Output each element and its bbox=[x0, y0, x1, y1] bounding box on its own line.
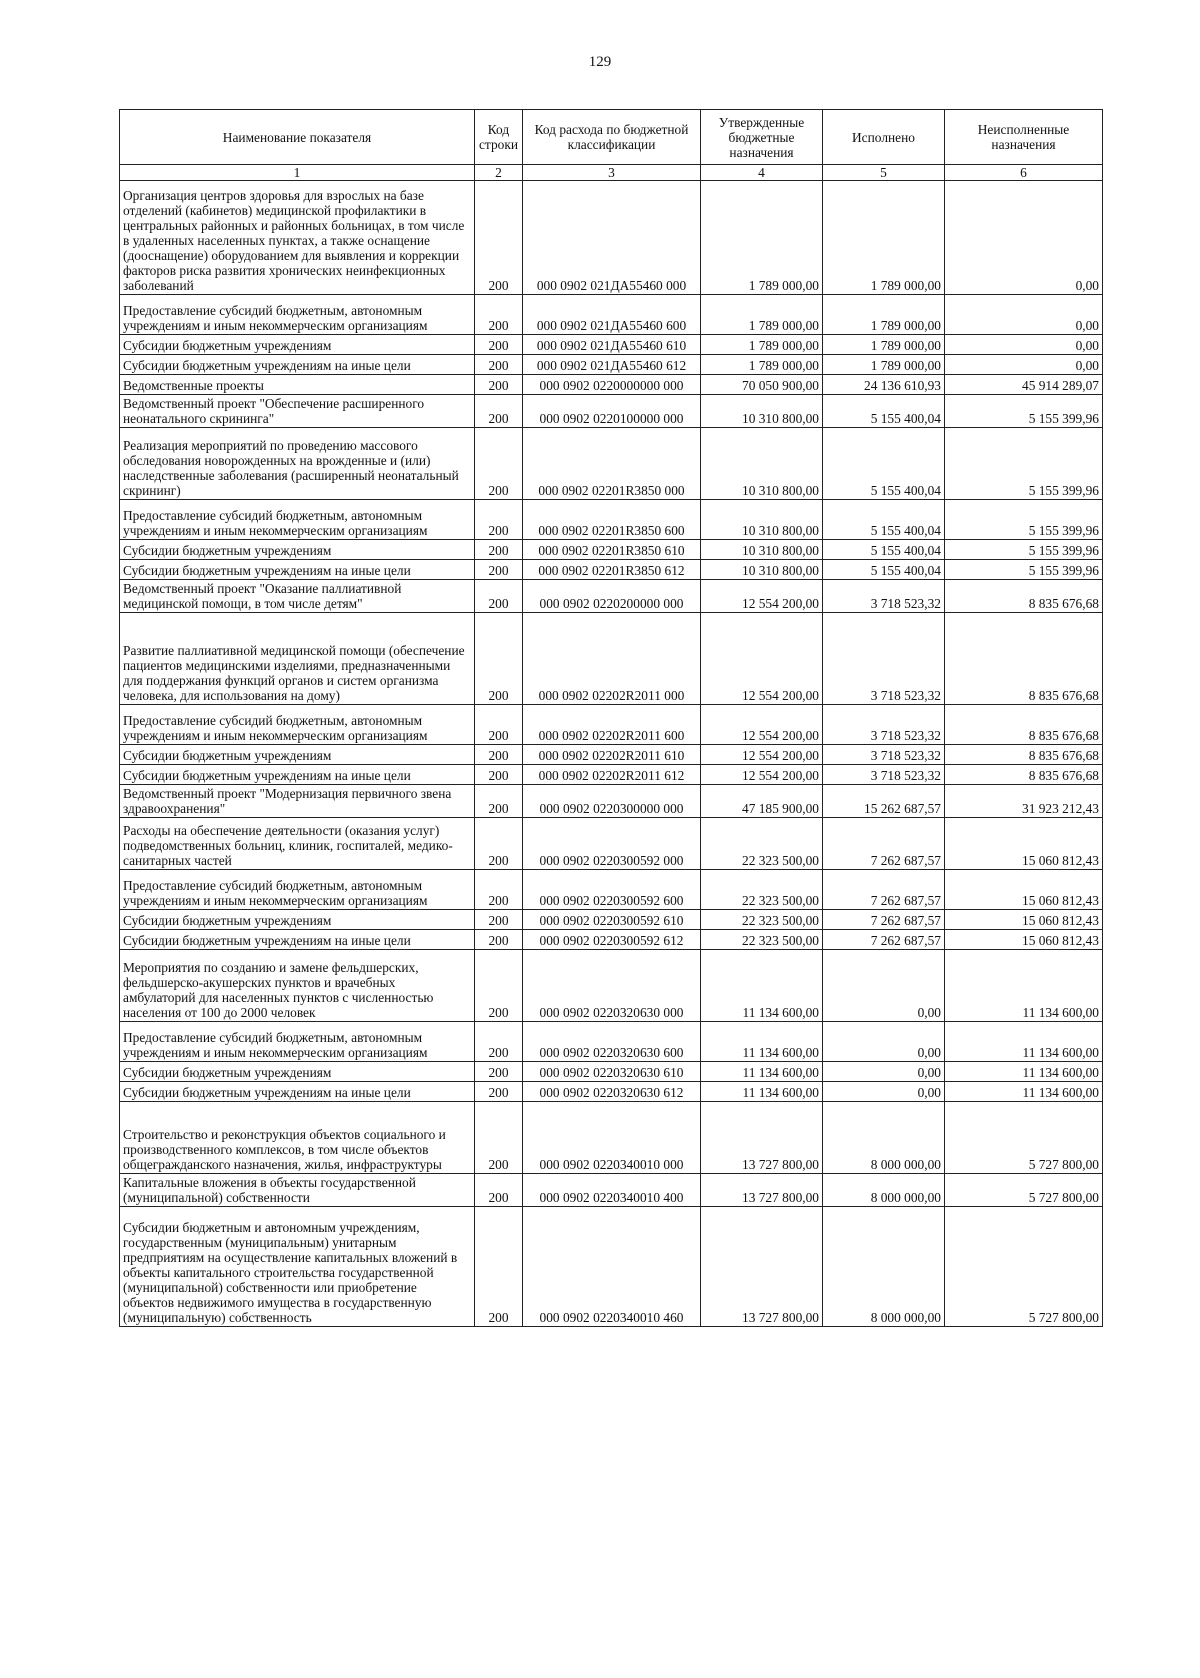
row-name: Субсидии бюджетным учреждениям на иные цели bbox=[120, 560, 475, 580]
table-row bbox=[120, 181, 1103, 295]
row-name: Предоставление субсидий бюджетным, автономным учреждениям и иным некоммерческим организациям bbox=[120, 295, 475, 335]
table-row bbox=[120, 818, 1103, 870]
row-name: Строительство и реконструкция объектов социального и производственного комплексов, в том числе объектов общегражданского назначения, жилья, инфраструктуры bbox=[120, 1102, 475, 1174]
row-executed-amount: 8 000 000,00 bbox=[823, 1174, 945, 1207]
table-row bbox=[120, 540, 1103, 560]
row-executed-amount: 1 789 000,00 bbox=[823, 295, 945, 335]
row-classification-code: 000 0902 0220340010 000 bbox=[523, 1102, 701, 1174]
table-row bbox=[120, 1174, 1103, 1207]
row-approved-amount: 12 554 200,00 bbox=[701, 745, 823, 765]
row-unexecuted-amount: 5 155 399,96 bbox=[945, 500, 1103, 540]
row-classification-code: 000 0902 0220100000 000 bbox=[523, 395, 701, 428]
row-unexecuted-amount: 8 835 676,68 bbox=[945, 765, 1103, 785]
header-unexecuted: Неисполненные назначения bbox=[945, 110, 1103, 165]
row-name: Субсидии бюджетным учреждениям bbox=[120, 745, 475, 765]
table-row bbox=[120, 1082, 1103, 1102]
row-unexecuted-amount: 0,00 bbox=[945, 335, 1103, 355]
row-name: Предоставление субсидий бюджетным, автономным учреждениям и иным некоммерческим организациям bbox=[120, 870, 475, 910]
column-number: 4 bbox=[701, 165, 823, 181]
row-classification-code: 000 0902 0220000000 000 bbox=[523, 375, 701, 395]
row-line-code: 200 bbox=[475, 428, 523, 500]
row-classification-code: 000 0902 0220200000 000 bbox=[523, 580, 701, 613]
row-unexecuted-amount: 0,00 bbox=[945, 355, 1103, 375]
row-line-code: 200 bbox=[475, 181, 523, 295]
row-line-code: 200 bbox=[475, 613, 523, 705]
row-approved-amount: 10 310 800,00 bbox=[701, 500, 823, 540]
row-name: Субсидии бюджетным учреждениям bbox=[120, 1062, 475, 1082]
row-line-code: 200 bbox=[475, 785, 523, 818]
row-approved-amount: 22 323 500,00 bbox=[701, 930, 823, 950]
column-number: 6 bbox=[945, 165, 1103, 181]
budget-execution-table bbox=[119, 109, 1103, 1327]
row-line-code: 200 bbox=[475, 765, 523, 785]
row-line-code: 200 bbox=[475, 910, 523, 930]
table-row bbox=[120, 745, 1103, 765]
row-classification-code: 000 0902 021ДА55460 600 bbox=[523, 295, 701, 335]
row-unexecuted-amount: 15 060 812,43 bbox=[945, 818, 1103, 870]
table-row bbox=[120, 395, 1103, 428]
column-number: 5 bbox=[823, 165, 945, 181]
row-line-code: 200 bbox=[475, 1207, 523, 1327]
header-line-code: Код строки bbox=[475, 110, 523, 165]
row-executed-amount: 0,00 bbox=[823, 1082, 945, 1102]
row-classification-code: 000 0902 0220300592 000 bbox=[523, 818, 701, 870]
row-unexecuted-amount: 15 060 812,43 bbox=[945, 930, 1103, 950]
row-approved-amount: 22 323 500,00 bbox=[701, 870, 823, 910]
row-line-code: 200 bbox=[475, 930, 523, 950]
column-number-row bbox=[120, 165, 1103, 181]
row-approved-amount: 11 134 600,00 bbox=[701, 1022, 823, 1062]
row-approved-amount: 47 185 900,00 bbox=[701, 785, 823, 818]
row-approved-amount: 13 727 800,00 bbox=[701, 1207, 823, 1327]
row-unexecuted-amount: 11 134 600,00 bbox=[945, 1062, 1103, 1082]
row-name: Расходы на обеспечение деятельности (оказания услуг) подведомственных больниц, клиник, госпиталей, медико-санитарных частей bbox=[120, 818, 475, 870]
row-approved-amount: 1 789 000,00 bbox=[701, 355, 823, 375]
column-number: 2 bbox=[475, 165, 523, 181]
row-executed-amount: 3 718 523,32 bbox=[823, 613, 945, 705]
row-name: Предоставление субсидий бюджетным, автономным учреждениям и иным некоммерческим организациям bbox=[120, 1022, 475, 1062]
header-executed: Исполнено bbox=[823, 110, 945, 165]
row-executed-amount: 15 262 687,57 bbox=[823, 785, 945, 818]
row-name: Субсидии бюджетным учреждениям bbox=[120, 910, 475, 930]
row-approved-amount: 70 050 900,00 bbox=[701, 375, 823, 395]
row-classification-code: 000 0902 0220320630 612 bbox=[523, 1082, 701, 1102]
row-line-code: 200 bbox=[475, 500, 523, 540]
row-line-code: 200 bbox=[475, 1082, 523, 1102]
row-name: Реализация мероприятий по проведению массового обследования новорожденных на врожденные и (или) наследственные заболевания (расширенный неонатальный скрининг) bbox=[120, 428, 475, 500]
row-line-code: 200 bbox=[475, 870, 523, 910]
row-approved-amount: 11 134 600,00 bbox=[701, 950, 823, 1022]
row-line-code: 200 bbox=[475, 950, 523, 1022]
row-classification-code: 000 0902 021ДА55460 000 bbox=[523, 181, 701, 295]
table-row bbox=[120, 1207, 1103, 1327]
row-classification-code: 000 0902 0220300592 612 bbox=[523, 930, 701, 950]
table-row bbox=[120, 375, 1103, 395]
row-unexecuted-amount: 8 835 676,68 bbox=[945, 613, 1103, 705]
table-row bbox=[120, 1102, 1103, 1174]
row-executed-amount: 8 000 000,00 bbox=[823, 1207, 945, 1327]
row-approved-amount: 22 323 500,00 bbox=[701, 818, 823, 870]
row-approved-amount: 10 310 800,00 bbox=[701, 540, 823, 560]
row-unexecuted-amount: 5 155 399,96 bbox=[945, 428, 1103, 500]
row-classification-code: 000 0902 0220300592 600 bbox=[523, 870, 701, 910]
row-line-code: 200 bbox=[475, 335, 523, 355]
row-executed-amount: 3 718 523,32 bbox=[823, 745, 945, 765]
row-executed-amount: 3 718 523,32 bbox=[823, 580, 945, 613]
row-approved-amount: 12 554 200,00 bbox=[701, 580, 823, 613]
table-row bbox=[120, 500, 1103, 540]
table-body bbox=[120, 181, 1103, 1327]
row-executed-amount: 3 718 523,32 bbox=[823, 705, 945, 745]
row-classification-code: 000 0902 02201R3850 000 bbox=[523, 428, 701, 500]
column-number: 3 bbox=[523, 165, 701, 181]
header-classification-code: Код расхода по бюджетной классификации bbox=[523, 110, 701, 165]
row-unexecuted-amount: 8 835 676,68 bbox=[945, 745, 1103, 765]
row-name: Капитальные вложения в объекты государственной (муниципальной) собственности bbox=[120, 1174, 475, 1207]
row-executed-amount: 7 262 687,57 bbox=[823, 870, 945, 910]
row-classification-code: 000 0902 021ДА55460 612 bbox=[523, 355, 701, 375]
row-name: Ведомственные проекты bbox=[120, 375, 475, 395]
table-row bbox=[120, 295, 1103, 335]
row-line-code: 200 bbox=[475, 580, 523, 613]
row-classification-code: 000 0902 0220300000 000 bbox=[523, 785, 701, 818]
header-indicator-name: Наименование показателя bbox=[120, 110, 475, 165]
row-classification-code: 000 0902 0220320630 610 bbox=[523, 1062, 701, 1082]
row-name: Предоставление субсидий бюджетным, автономным учреждениям и иным некоммерческим организациям bbox=[120, 500, 475, 540]
row-executed-amount: 5 155 400,04 bbox=[823, 540, 945, 560]
row-name: Субсидии бюджетным учреждениям на иные цели bbox=[120, 765, 475, 785]
table-row bbox=[120, 560, 1103, 580]
row-approved-amount: 12 554 200,00 bbox=[701, 705, 823, 745]
row-classification-code: 000 0902 0220300592 610 bbox=[523, 910, 701, 930]
row-unexecuted-amount: 11 134 600,00 bbox=[945, 950, 1103, 1022]
table-row bbox=[120, 613, 1103, 705]
row-unexecuted-amount: 15 060 812,43 bbox=[945, 910, 1103, 930]
row-executed-amount: 0,00 bbox=[823, 1022, 945, 1062]
row-name: Ведомственный проект "Оказание паллиативной медицинской помощи, в том числе детям" bbox=[120, 580, 475, 613]
row-approved-amount: 12 554 200,00 bbox=[701, 613, 823, 705]
row-name: Предоставление субсидий бюджетным, автономным учреждениям и иным некоммерческим организациям bbox=[120, 705, 475, 745]
row-classification-code: 000 0902 0220340010 460 bbox=[523, 1207, 701, 1327]
row-line-code: 200 bbox=[475, 1062, 523, 1082]
row-name: Субсидии бюджетным и автономным учреждениям, государственным (муниципальным) унитарным предприятиям на осуществление капитальных вложений в объекты капитального строительства государственной (муниципальной) собственности или приобретение объектов недвижимого имущества в государственную (муниципальную) собственность bbox=[120, 1207, 475, 1327]
row-approved-amount: 1 789 000,00 bbox=[701, 335, 823, 355]
row-approved-amount: 22 323 500,00 bbox=[701, 910, 823, 930]
row-executed-amount: 7 262 687,57 bbox=[823, 930, 945, 950]
row-name: Субсидии бюджетным учреждениям на иные цели bbox=[120, 1082, 475, 1102]
row-approved-amount: 10 310 800,00 bbox=[701, 395, 823, 428]
row-approved-amount: 10 310 800,00 bbox=[701, 560, 823, 580]
row-classification-code: 000 0902 02202R2011 610 bbox=[523, 745, 701, 765]
row-unexecuted-amount: 0,00 bbox=[945, 295, 1103, 335]
row-executed-amount: 5 155 400,04 bbox=[823, 428, 945, 500]
row-classification-code: 000 0902 0220320630 000 bbox=[523, 950, 701, 1022]
row-unexecuted-amount: 11 134 600,00 bbox=[945, 1082, 1103, 1102]
row-name: Субсидии бюджетным учреждениям на иные цели bbox=[120, 355, 475, 375]
row-approved-amount: 13 727 800,00 bbox=[701, 1174, 823, 1207]
row-line-code: 200 bbox=[475, 1174, 523, 1207]
row-unexecuted-amount: 8 835 676,68 bbox=[945, 580, 1103, 613]
table-row bbox=[120, 910, 1103, 930]
row-classification-code: 000 0902 0220340010 400 bbox=[523, 1174, 701, 1207]
row-executed-amount: 1 789 000,00 bbox=[823, 335, 945, 355]
row-executed-amount: 5 155 400,04 bbox=[823, 500, 945, 540]
row-executed-amount: 5 155 400,04 bbox=[823, 560, 945, 580]
row-executed-amount: 7 262 687,57 bbox=[823, 818, 945, 870]
row-approved-amount: 11 134 600,00 bbox=[701, 1062, 823, 1082]
table-row bbox=[120, 1062, 1103, 1082]
row-line-code: 200 bbox=[475, 375, 523, 395]
row-line-code: 200 bbox=[475, 560, 523, 580]
row-executed-amount: 1 789 000,00 bbox=[823, 181, 945, 295]
row-classification-code: 000 0902 02202R2011 000 bbox=[523, 613, 701, 705]
row-executed-amount: 7 262 687,57 bbox=[823, 910, 945, 930]
table-row bbox=[120, 870, 1103, 910]
row-approved-amount: 1 789 000,00 bbox=[701, 295, 823, 335]
row-approved-amount: 13 727 800,00 bbox=[701, 1102, 823, 1174]
table-row bbox=[120, 950, 1103, 1022]
row-classification-code: 000 0902 02201R3850 612 bbox=[523, 560, 701, 580]
row-executed-amount: 5 155 400,04 bbox=[823, 395, 945, 428]
row-unexecuted-amount: 5 727 800,00 bbox=[945, 1207, 1103, 1327]
row-unexecuted-amount: 31 923 212,43 bbox=[945, 785, 1103, 818]
row-executed-amount: 3 718 523,32 bbox=[823, 765, 945, 785]
row-approved-amount: 11 134 600,00 bbox=[701, 1082, 823, 1102]
row-unexecuted-amount: 45 914 289,07 bbox=[945, 375, 1103, 395]
row-line-code: 200 bbox=[475, 540, 523, 560]
row-executed-amount: 8 000 000,00 bbox=[823, 1102, 945, 1174]
row-line-code: 200 bbox=[475, 1102, 523, 1174]
header-approved: Утвержденные бюджетные назначения bbox=[701, 110, 823, 165]
row-classification-code: 000 0902 0220320630 600 bbox=[523, 1022, 701, 1062]
row-name: Ведомственный проект "Модернизация первичного звена здравоохранения" bbox=[120, 785, 475, 818]
table-row bbox=[120, 1022, 1103, 1062]
row-name: Организация центров здоровья для взрослых на базе отделений (кабинетов) медицинской профилактики в центральных районных и районных больницах, в том числе в удаленных населенных пунктах, а также оснащение (дооснащение) оборудованием для выявления и коррекции факторов риска развития хронических неинфекционных заболеваний bbox=[120, 181, 475, 295]
row-unexecuted-amount: 5 727 800,00 bbox=[945, 1174, 1103, 1207]
row-name: Субсидии бюджетным учреждениям bbox=[120, 335, 475, 355]
row-line-code: 200 bbox=[475, 745, 523, 765]
row-unexecuted-amount: 15 060 812,43 bbox=[945, 870, 1103, 910]
row-classification-code: 000 0902 02202R2011 612 bbox=[523, 765, 701, 785]
table-row bbox=[120, 428, 1103, 500]
row-line-code: 200 bbox=[475, 1022, 523, 1062]
row-unexecuted-amount: 5 155 399,96 bbox=[945, 395, 1103, 428]
table-row bbox=[120, 930, 1103, 950]
row-unexecuted-amount: 5 155 399,96 bbox=[945, 540, 1103, 560]
row-unexecuted-amount: 5 155 399,96 bbox=[945, 560, 1103, 580]
row-executed-amount: 1 789 000,00 bbox=[823, 355, 945, 375]
row-name: Мероприятия по созданию и замене фельдшерских, фельдшерско-акушерских пунктов и врачебных амбулаторий для населенных пунктов с численностью населения от 100 до 2000 человек bbox=[120, 950, 475, 1022]
page-number: 129 bbox=[588, 54, 612, 70]
row-classification-code: 000 0902 02201R3850 610 bbox=[523, 540, 701, 560]
row-line-code: 200 bbox=[475, 355, 523, 375]
table-row bbox=[120, 580, 1103, 613]
row-classification-code: 000 0902 021ДА55460 610 bbox=[523, 335, 701, 355]
table-row bbox=[120, 335, 1103, 355]
row-line-code: 200 bbox=[475, 705, 523, 745]
row-executed-amount: 24 136 610,93 bbox=[823, 375, 945, 395]
row-line-code: 200 bbox=[475, 395, 523, 428]
row-name: Ведомственный проект "Обеспечение расширенного неонатального скрининга" bbox=[120, 395, 475, 428]
table-row bbox=[120, 705, 1103, 745]
row-name: Субсидии бюджетным учреждениям на иные цели bbox=[120, 930, 475, 950]
row-unexecuted-amount: 0,00 bbox=[945, 181, 1103, 295]
table-row bbox=[120, 765, 1103, 785]
row-line-code: 200 bbox=[475, 818, 523, 870]
row-name: Развитие паллиативной медицинской помощи (обеспечение пациентов медицинскими изделиями, предназначенными для поддержания функций органов и систем организма человека, для использования на дому) bbox=[120, 613, 475, 705]
table-row bbox=[120, 785, 1103, 818]
row-executed-amount: 0,00 bbox=[823, 950, 945, 1022]
row-name: Субсидии бюджетным учреждениям bbox=[120, 540, 475, 560]
row-classification-code: 000 0902 02201R3850 600 bbox=[523, 500, 701, 540]
row-approved-amount: 10 310 800,00 bbox=[701, 428, 823, 500]
row-approved-amount: 12 554 200,00 bbox=[701, 765, 823, 785]
row-line-code: 200 bbox=[475, 295, 523, 335]
table-row bbox=[120, 355, 1103, 375]
column-number: 1 bbox=[120, 165, 475, 181]
row-unexecuted-amount: 11 134 600,00 bbox=[945, 1022, 1103, 1062]
row-executed-amount: 0,00 bbox=[823, 1062, 945, 1082]
row-classification-code: 000 0902 02202R2011 600 bbox=[523, 705, 701, 745]
row-unexecuted-amount: 8 835 676,68 bbox=[945, 705, 1103, 745]
header-row bbox=[120, 110, 1103, 165]
row-unexecuted-amount: 5 727 800,00 bbox=[945, 1102, 1103, 1174]
row-approved-amount: 1 789 000,00 bbox=[701, 181, 823, 295]
